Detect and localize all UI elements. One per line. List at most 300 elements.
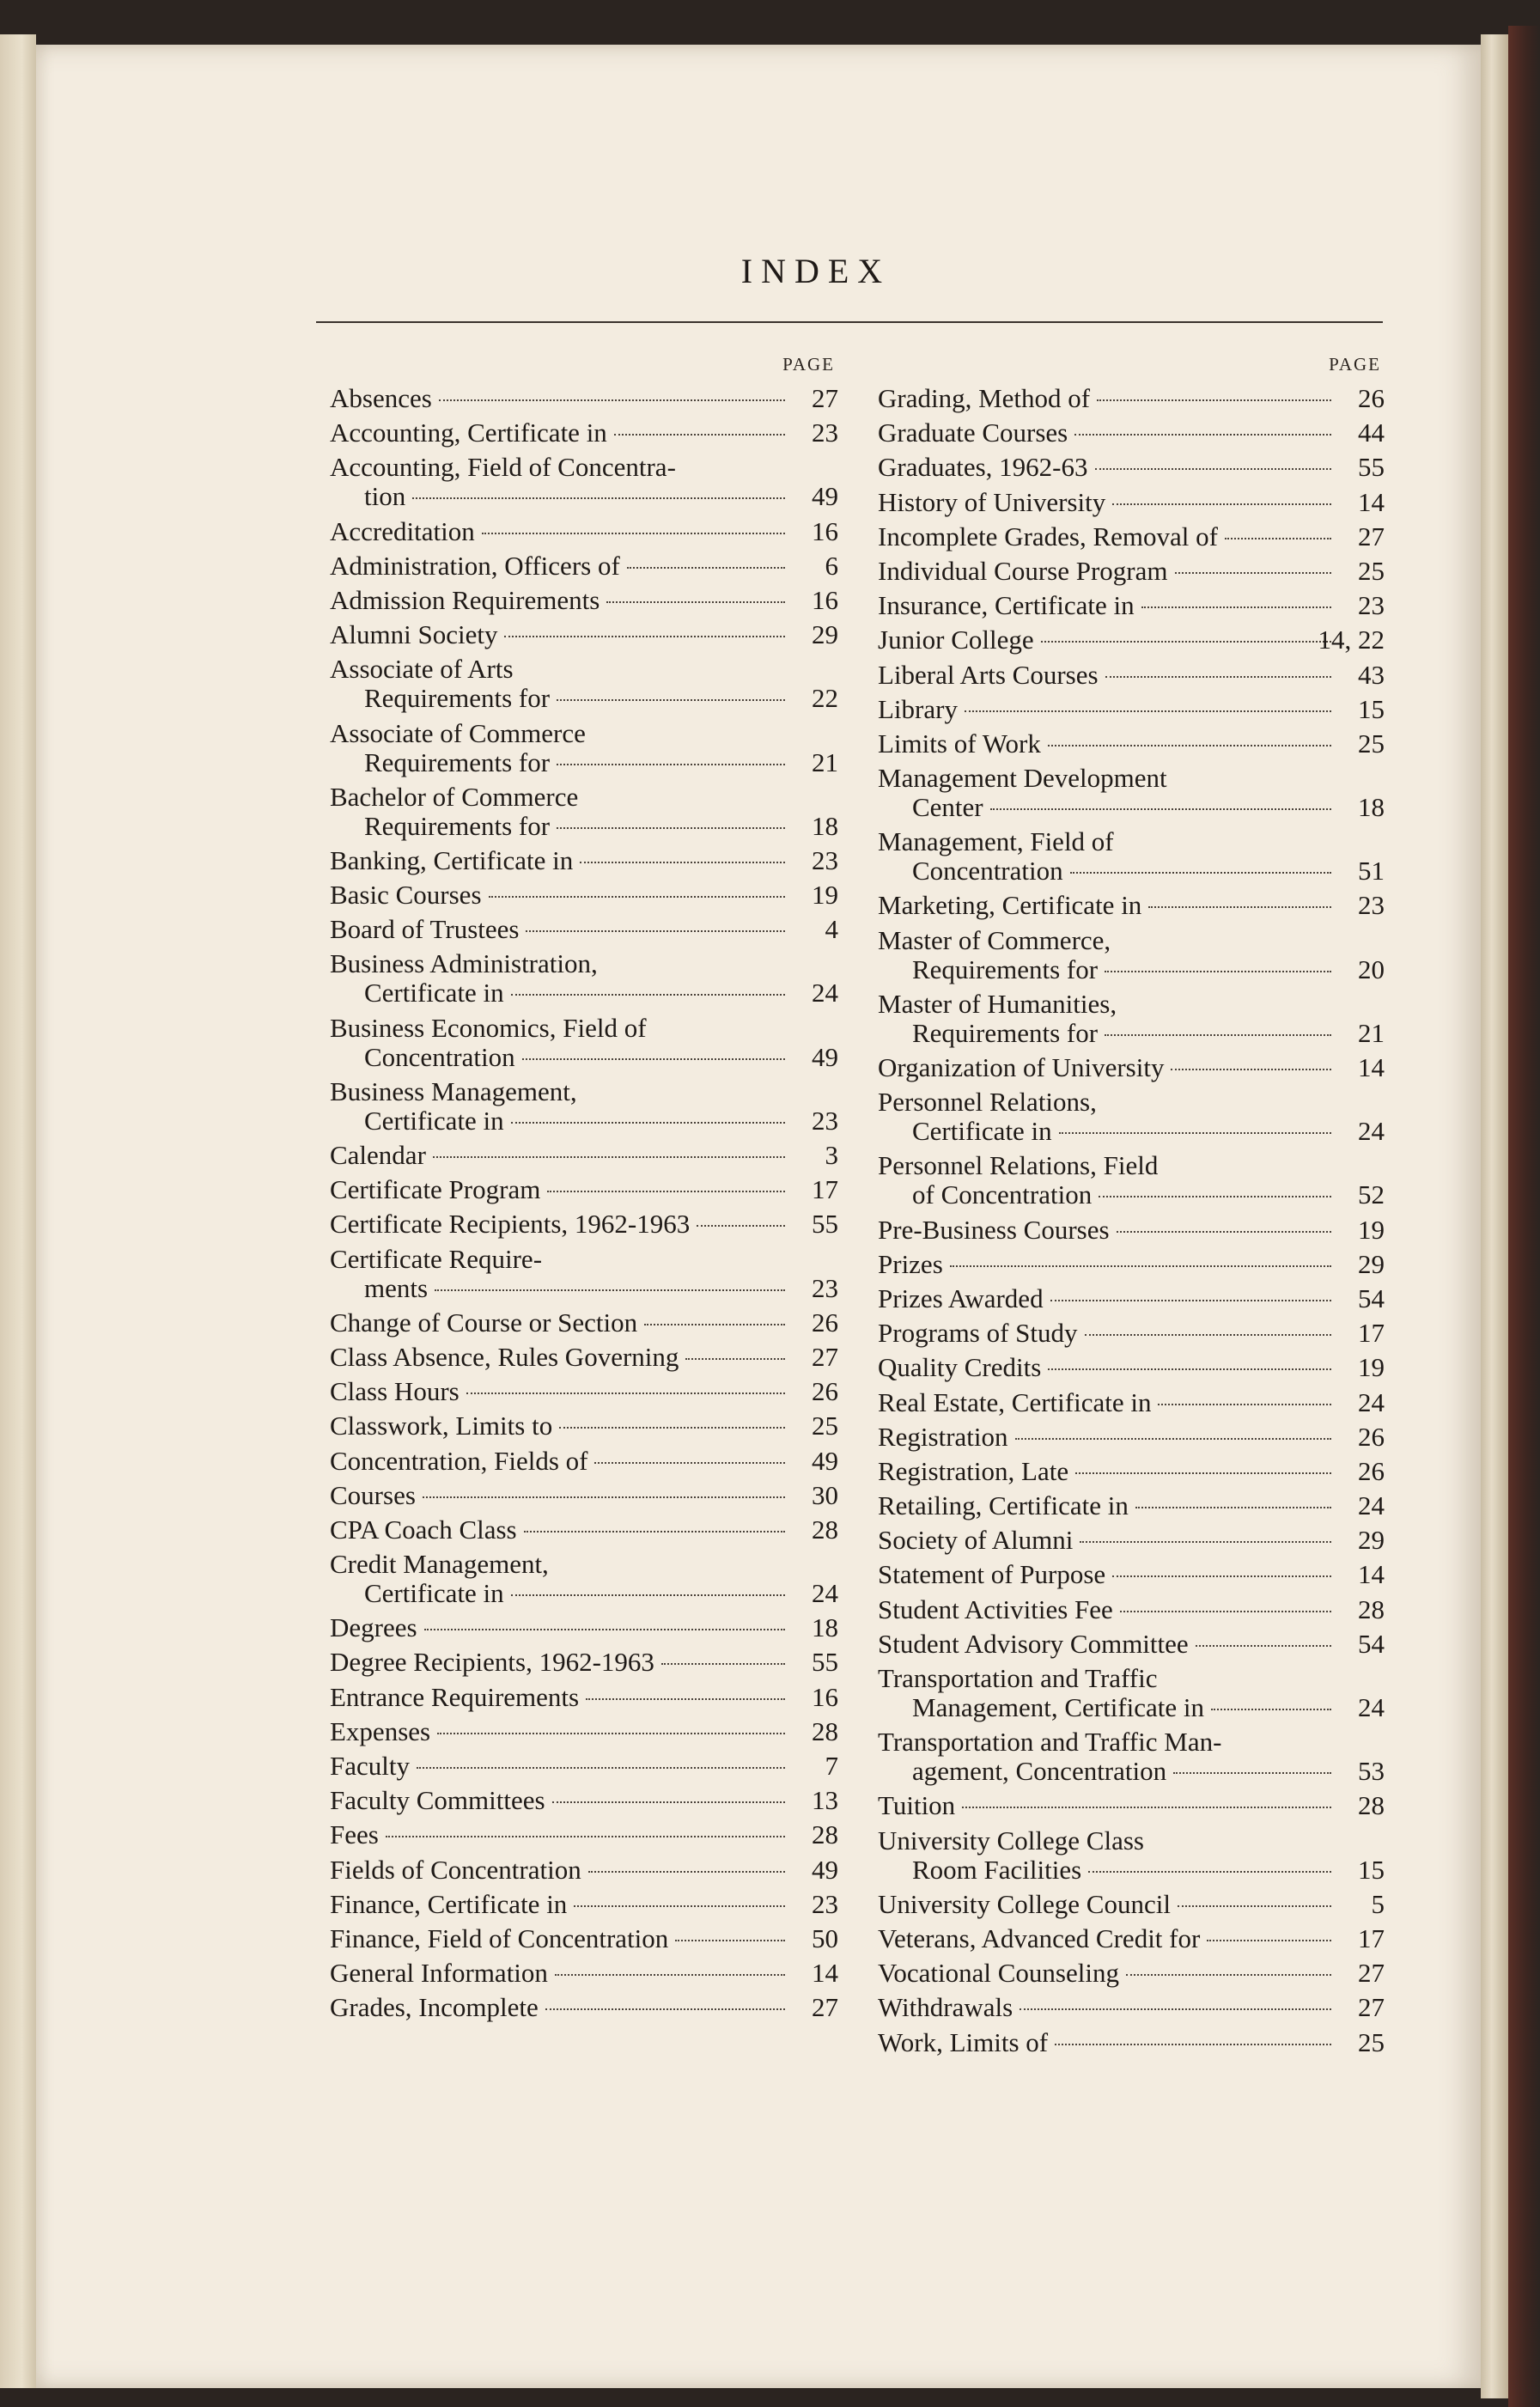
entry-term: Faculty Committees [330, 1785, 545, 1816]
index-entry [330, 1959, 838, 1988]
entry-page-number: 7 [825, 1751, 838, 1781]
entry-line [878, 2028, 1335, 2057]
dot-leader [950, 1265, 1331, 1267]
dot-leader [1048, 745, 1331, 746]
index-entry [330, 1377, 838, 1406]
entry-line [878, 1284, 1335, 1313]
entry-term: Veterans, Advanced Credit for [878, 1923, 1201, 1953]
entry-line [330, 1959, 788, 1988]
dot-leader [1117, 1231, 1331, 1233]
dot-leader [1074, 434, 1331, 436]
entry-term: Certificate Program [330, 1174, 541, 1205]
entry-line [330, 1786, 788, 1815]
dot-leader [1020, 2008, 1331, 2010]
entry-term-continued: Center [912, 792, 983, 823]
dot-leader [557, 827, 785, 829]
entry-line [878, 1388, 1335, 1417]
entry-line [878, 384, 1335, 413]
entry-term: Alumni Society [330, 619, 498, 650]
entry-term: Transportation and Traffic [878, 1663, 1158, 1693]
dot-leader [580, 862, 785, 863]
entry-line [330, 1245, 788, 1274]
entry-term: Bachelor of Commerce [330, 781, 579, 812]
index-entry [330, 1856, 838, 1885]
dot-leader [1059, 1132, 1331, 1134]
index-entry [878, 1890, 1385, 1919]
entry-line-continued [330, 482, 788, 511]
page-column-label: PAGE [782, 354, 835, 375]
entry-term-continued: Requirements for [364, 810, 551, 841]
index-entry [330, 915, 838, 944]
entry-term: Classwork, Limits to [330, 1411, 553, 1441]
entry-page-number: 17 [1358, 1318, 1385, 1349]
entry-term: Accounting, Certificate in [330, 417, 607, 448]
entry-line [330, 1175, 788, 1204]
index-entry [878, 1151, 1385, 1210]
entry-line [330, 517, 788, 546]
entry-term-continued: Certificate in [364, 1578, 504, 1609]
index-entry [878, 729, 1385, 759]
index-entry [330, 1308, 838, 1338]
index-entry [330, 384, 838, 413]
entry-line-continued [330, 978, 788, 1008]
entry-term: Class Absence, Rules Governing [330, 1341, 679, 1372]
entry-term: Liberal Arts Courses [878, 659, 1099, 690]
dot-leader [552, 1801, 785, 1803]
dot-leader [606, 601, 785, 603]
entry-line [330, 1210, 788, 1239]
entry-term: Certificate Recipients, 1962-1963 [330, 1209, 691, 1240]
entry-line [330, 453, 788, 482]
entry-term: Fields of Concentration [330, 1854, 581, 1885]
entry-term: Management Development [878, 763, 1167, 794]
index-entry [878, 926, 1385, 984]
dot-leader [1171, 1069, 1331, 1070]
entry-term-continued: Requirements for [364, 746, 551, 777]
index-entry [330, 1752, 838, 1781]
dot-leader [545, 2008, 785, 2010]
entry-page-number: 43 [1358, 659, 1385, 690]
entry-term-continued: Requirements for [912, 1017, 1099, 1048]
index-entry [878, 1319, 1385, 1348]
entry-line [878, 1423, 1335, 1452]
entry-page-number: 18 [1358, 792, 1385, 823]
entry-page-number: 20 [1358, 954, 1385, 984]
entry-term: Real Estate, Certificate in [878, 1386, 1152, 1417]
entry-term: Marketing, Certificate in [878, 890, 1142, 921]
index-entry [330, 1683, 838, 1712]
entry-page-number: 27 [812, 1341, 838, 1372]
entry-line [330, 719, 788, 748]
entry-page-number: 23 [812, 1105, 838, 1136]
entry-line [330, 1924, 788, 1953]
index-entry [330, 1515, 838, 1545]
dot-leader [1120, 1611, 1331, 1612]
dot-leader [588, 1871, 785, 1873]
entry-line-continued [878, 856, 1335, 886]
entry-line [878, 1595, 1335, 1624]
entry-line [878, 522, 1335, 551]
dot-leader [482, 533, 785, 534]
index-entry [330, 620, 838, 649]
page-stack-edge [1481, 34, 1508, 2398]
entry-term: Vocational Counseling [878, 1958, 1119, 1989]
entry-line [330, 1993, 788, 2022]
index-entry [330, 1245, 838, 1303]
entry-term: Business Administration, [330, 948, 598, 979]
dot-leader [594, 1462, 785, 1464]
entry-page-number: 27 [812, 1992, 838, 2023]
index-entry [330, 1550, 838, 1608]
entry-term-continued: Certificate in [912, 1116, 1052, 1147]
entry-line-continued [330, 1579, 788, 1608]
dot-leader [1141, 606, 1331, 608]
index-entry [330, 655, 838, 713]
entry-term: Courses [330, 1479, 416, 1510]
index-entry [330, 1175, 838, 1204]
entry-line [878, 625, 1335, 655]
entry-line [330, 915, 788, 944]
entry-page-number: 28 [812, 1715, 838, 1746]
entry-term: University College Class [878, 1825, 1144, 1856]
dot-leader [675, 1940, 785, 1941]
index-entry [878, 1924, 1385, 1953]
index-entry [330, 1411, 838, 1441]
entry-page-number: 23 [1358, 890, 1385, 921]
entry-page-number: 28 [1358, 1593, 1385, 1624]
entry-page-number: 17 [812, 1174, 838, 1205]
dot-leader [555, 1974, 785, 1976]
entry-page-number: 24 [812, 1578, 838, 1609]
entry-line [330, 881, 788, 910]
index-entry [878, 1728, 1385, 1786]
entry-term-continued: of Concentration [912, 1179, 1093, 1210]
entry-page-number: 55 [812, 1647, 838, 1678]
index-entry [878, 591, 1385, 620]
dot-leader [1041, 641, 1331, 643]
index-entry [330, 1141, 838, 1170]
entry-page-number: 24 [1358, 1692, 1385, 1722]
entry-line [330, 620, 788, 649]
entry-page-number: 25 [812, 1411, 838, 1441]
entry-line [878, 1319, 1335, 1348]
entry-page-number: 18 [812, 810, 838, 841]
entry-page-number: 4 [825, 914, 838, 945]
index-entry [330, 783, 838, 841]
entry-line [330, 384, 788, 413]
entry-page-number: 29 [812, 619, 838, 650]
entry-line [330, 1515, 788, 1545]
entry-line [878, 827, 1335, 856]
dot-leader [1112, 1575, 1331, 1577]
entry-line [878, 695, 1335, 724]
index-entry [878, 1993, 1385, 2022]
entry-term: Finance, Certificate in [330, 1888, 568, 1919]
entry-page-number: 18 [812, 1612, 838, 1643]
entry-page-number: 53 [1358, 1756, 1385, 1787]
entry-page-number: 23 [1358, 590, 1385, 621]
entry-page-number: 44 [1358, 417, 1385, 448]
entry-term: Associate of Commerce [330, 717, 586, 748]
entry-line [878, 1630, 1335, 1659]
index-entry [878, 625, 1385, 655]
entry-term-continued: agement, Concentration [912, 1756, 1167, 1787]
dot-leader [990, 808, 1331, 810]
entry-term: Administration, Officers of [330, 550, 620, 581]
dot-leader [1175, 572, 1331, 574]
entry-line-continued [878, 1180, 1335, 1210]
entry-term: Class Hours [330, 1376, 460, 1407]
entry-line [330, 1752, 788, 1781]
entry-term: Master of Humanities, [878, 988, 1117, 1019]
dot-leader [1126, 1974, 1331, 1976]
index-entry [878, 1560, 1385, 1589]
index-entry [330, 1717, 838, 1746]
dot-leader [489, 896, 785, 898]
entry-line [330, 1481, 788, 1510]
entry-page-number: 19 [1358, 1214, 1385, 1245]
entry-line [878, 418, 1335, 448]
entry-line [330, 1014, 788, 1043]
entry-term: Organization of University [878, 1052, 1165, 1082]
entry-line [878, 1353, 1335, 1382]
entry-line-continued [878, 1693, 1335, 1722]
entry-term-continued: Certificate in [364, 1105, 504, 1136]
entry-line [330, 586, 788, 615]
index-entry [330, 1648, 838, 1677]
entry-term: Grades, Incomplete [330, 1992, 539, 2023]
dot-leader [511, 1594, 785, 1596]
entry-page-number: 51 [1358, 856, 1385, 887]
entry-line-continued [878, 955, 1335, 984]
entry-page-number: 19 [812, 880, 838, 911]
entry-page-number: 27 [1358, 521, 1385, 551]
entry-page-number: 15 [1358, 1854, 1385, 1885]
entry-term: Limits of Work [878, 728, 1041, 759]
index-entry [878, 488, 1385, 517]
entry-line [878, 1526, 1335, 1555]
index-entry [878, 1353, 1385, 1382]
entry-line [878, 729, 1335, 759]
entry-term: Prizes Awarded [878, 1283, 1044, 1313]
entry-line [330, 1141, 788, 1170]
entry-line [330, 1890, 788, 1919]
dot-leader [437, 1733, 785, 1734]
dot-leader [504, 636, 785, 637]
entry-page-number: 26 [812, 1307, 838, 1338]
entry-term: History of University [878, 486, 1106, 517]
entry-page-number: 24 [812, 978, 838, 1009]
index-entry [878, 1595, 1385, 1624]
entry-page-number: 13 [812, 1785, 838, 1816]
dot-leader [1048, 1368, 1331, 1370]
entry-line [878, 990, 1335, 1019]
entry-term: Withdrawals [878, 1992, 1013, 2023]
dot-leader [574, 1905, 785, 1907]
book-cover-edge [1508, 26, 1540, 2407]
dot-leader [1055, 2044, 1331, 2045]
entry-term: Master of Commerce, [878, 924, 1111, 955]
entry-term: Tuition [878, 1790, 956, 1821]
entry-line [878, 1959, 1335, 1988]
entry-term: Junior College [878, 625, 1034, 655]
entry-term: Transportation and Traffic Man- [878, 1727, 1222, 1758]
dot-leader [424, 1629, 785, 1630]
entry-line-continued [330, 812, 788, 841]
index-entry [878, 661, 1385, 690]
entry-term: Basic Courses [330, 880, 482, 911]
entry-term: Prizes [878, 1248, 943, 1279]
entry-line [878, 661, 1335, 690]
entry-page-number: 25 [1358, 555, 1385, 586]
dot-leader [685, 1358, 785, 1360]
entry-term: Student Activities Fee [878, 1593, 1113, 1624]
entry-page-number: 55 [812, 1209, 838, 1240]
entry-line [878, 1053, 1335, 1082]
entry-line [330, 1613, 788, 1642]
entry-line-continued [330, 1106, 788, 1136]
entry-term: Fees [330, 1819, 379, 1850]
index-entry [330, 1890, 838, 1919]
entry-term-continued: tion [364, 481, 406, 512]
entry-page-number: 14 [812, 1958, 838, 1989]
dot-leader [1196, 1645, 1331, 1647]
dot-leader [1105, 676, 1331, 678]
dot-leader [1088, 1871, 1331, 1873]
entry-line [878, 1664, 1335, 1693]
index-entry [878, 827, 1385, 886]
entry-line [330, 418, 788, 448]
entry-page-number: 19 [1358, 1352, 1385, 1383]
entry-page-number: 28 [812, 1819, 838, 1850]
entry-term: Board of Trustees [330, 914, 520, 945]
dot-leader [962, 1807, 1331, 1808]
entry-term: General Information [330, 1958, 548, 1989]
entry-line [878, 557, 1335, 586]
entry-page-number: 23 [812, 417, 838, 448]
entry-term: Business Economics, Field of [330, 1012, 647, 1043]
entry-term: Certificate Require- [330, 1243, 543, 1274]
dot-leader [1099, 1196, 1331, 1197]
index-entry [330, 1481, 838, 1510]
index-entry [878, 453, 1385, 482]
title-rule [316, 321, 1383, 323]
entry-term: Entrance Requirements [330, 1681, 580, 1712]
entry-page-number: 29 [1358, 1248, 1385, 1279]
entry-page-number: 16 [812, 584, 838, 615]
dot-leader [511, 994, 785, 996]
dot-leader [1225, 538, 1331, 539]
index-entry [878, 891, 1385, 920]
dot-leader [433, 1156, 785, 1158]
entry-line [330, 1550, 788, 1579]
dot-leader [1015, 1438, 1331, 1440]
entry-line [878, 1791, 1335, 1820]
index-entry [878, 990, 1385, 1048]
index-entry [878, 1791, 1385, 1820]
entry-term: Programs of Study [878, 1318, 1078, 1349]
index-entry [878, 1491, 1385, 1520]
entry-line [330, 949, 788, 978]
entry-term: CPA Coach Class [330, 1514, 517, 1545]
entry-page-number: 24 [1358, 1490, 1385, 1521]
index-entry [878, 1088, 1385, 1146]
entry-line-continued [878, 793, 1335, 822]
index-entry [878, 1388, 1385, 1417]
dot-leader [644, 1324, 785, 1325]
entry-page-number: 23 [812, 844, 838, 875]
dot-leader [1070, 872, 1331, 874]
entry-line-continued [878, 1019, 1335, 1048]
dot-leader [1097, 399, 1331, 401]
entry-line [878, 1457, 1335, 1486]
entry-page-number: 17 [1358, 1923, 1385, 1953]
index-entry [330, 846, 838, 875]
dot-leader [524, 1531, 785, 1533]
entry-term-continued: Room Facilities [912, 1854, 1082, 1885]
entry-line [878, 1728, 1335, 1757]
entry-page-number: 49 [812, 1854, 838, 1885]
entry-line [330, 1820, 788, 1849]
entry-page-number: 16 [812, 515, 838, 546]
entry-page-number: 52 [1358, 1179, 1385, 1210]
entry-line [878, 1151, 1335, 1180]
entry-page-number: 26 [1358, 1455, 1385, 1486]
page-column-label: PAGE [1329, 354, 1381, 375]
entry-term: Quality Credits [878, 1352, 1042, 1383]
index-entry [330, 1924, 838, 1953]
index-entries-right [878, 384, 1385, 2057]
index-entry [878, 1959, 1385, 1988]
entry-line [878, 891, 1335, 920]
entry-page-number: 25 [1358, 728, 1385, 759]
entry-line [878, 1216, 1335, 1245]
entry-page-number: 25 [1358, 2026, 1385, 2057]
dot-leader [386, 1836, 785, 1837]
entry-line [330, 1308, 788, 1338]
entry-page-number: 55 [1358, 452, 1385, 483]
dot-leader [965, 710, 1331, 712]
entry-line [330, 1683, 788, 1712]
entry-page-number: 28 [1358, 1790, 1385, 1821]
index-entry [330, 517, 838, 546]
entry-term: Absences [330, 383, 432, 413]
entry-line [878, 453, 1335, 482]
dot-leader [586, 1698, 785, 1700]
entry-term: Retailing, Certificate in [878, 1490, 1129, 1521]
entry-term: Accounting, Field of Concentra- [330, 452, 676, 483]
dot-leader [1050, 1300, 1331, 1301]
entry-line [878, 1088, 1335, 1117]
index-entry [878, 764, 1385, 822]
dot-leader [1080, 1541, 1331, 1543]
entry-page-number: 54 [1358, 1283, 1385, 1313]
entry-line [878, 1993, 1335, 2022]
entry-page-number: 14 [1358, 1559, 1385, 1590]
entry-line [878, 1250, 1335, 1279]
dot-leader [1148, 906, 1331, 908]
dot-leader [1105, 1034, 1331, 1036]
dot-leader [1173, 1772, 1331, 1774]
entry-page-number: 54 [1358, 1628, 1385, 1659]
entry-term: Personnel Relations, [878, 1087, 1097, 1118]
dot-leader [547, 1191, 785, 1192]
entry-term-continued: Concentration [364, 1041, 515, 1072]
entry-line [330, 1717, 788, 1746]
index-entry [330, 949, 838, 1008]
entry-term-continued: Concentration [912, 856, 1063, 887]
entry-term: Society of Alumni [878, 1525, 1074, 1556]
